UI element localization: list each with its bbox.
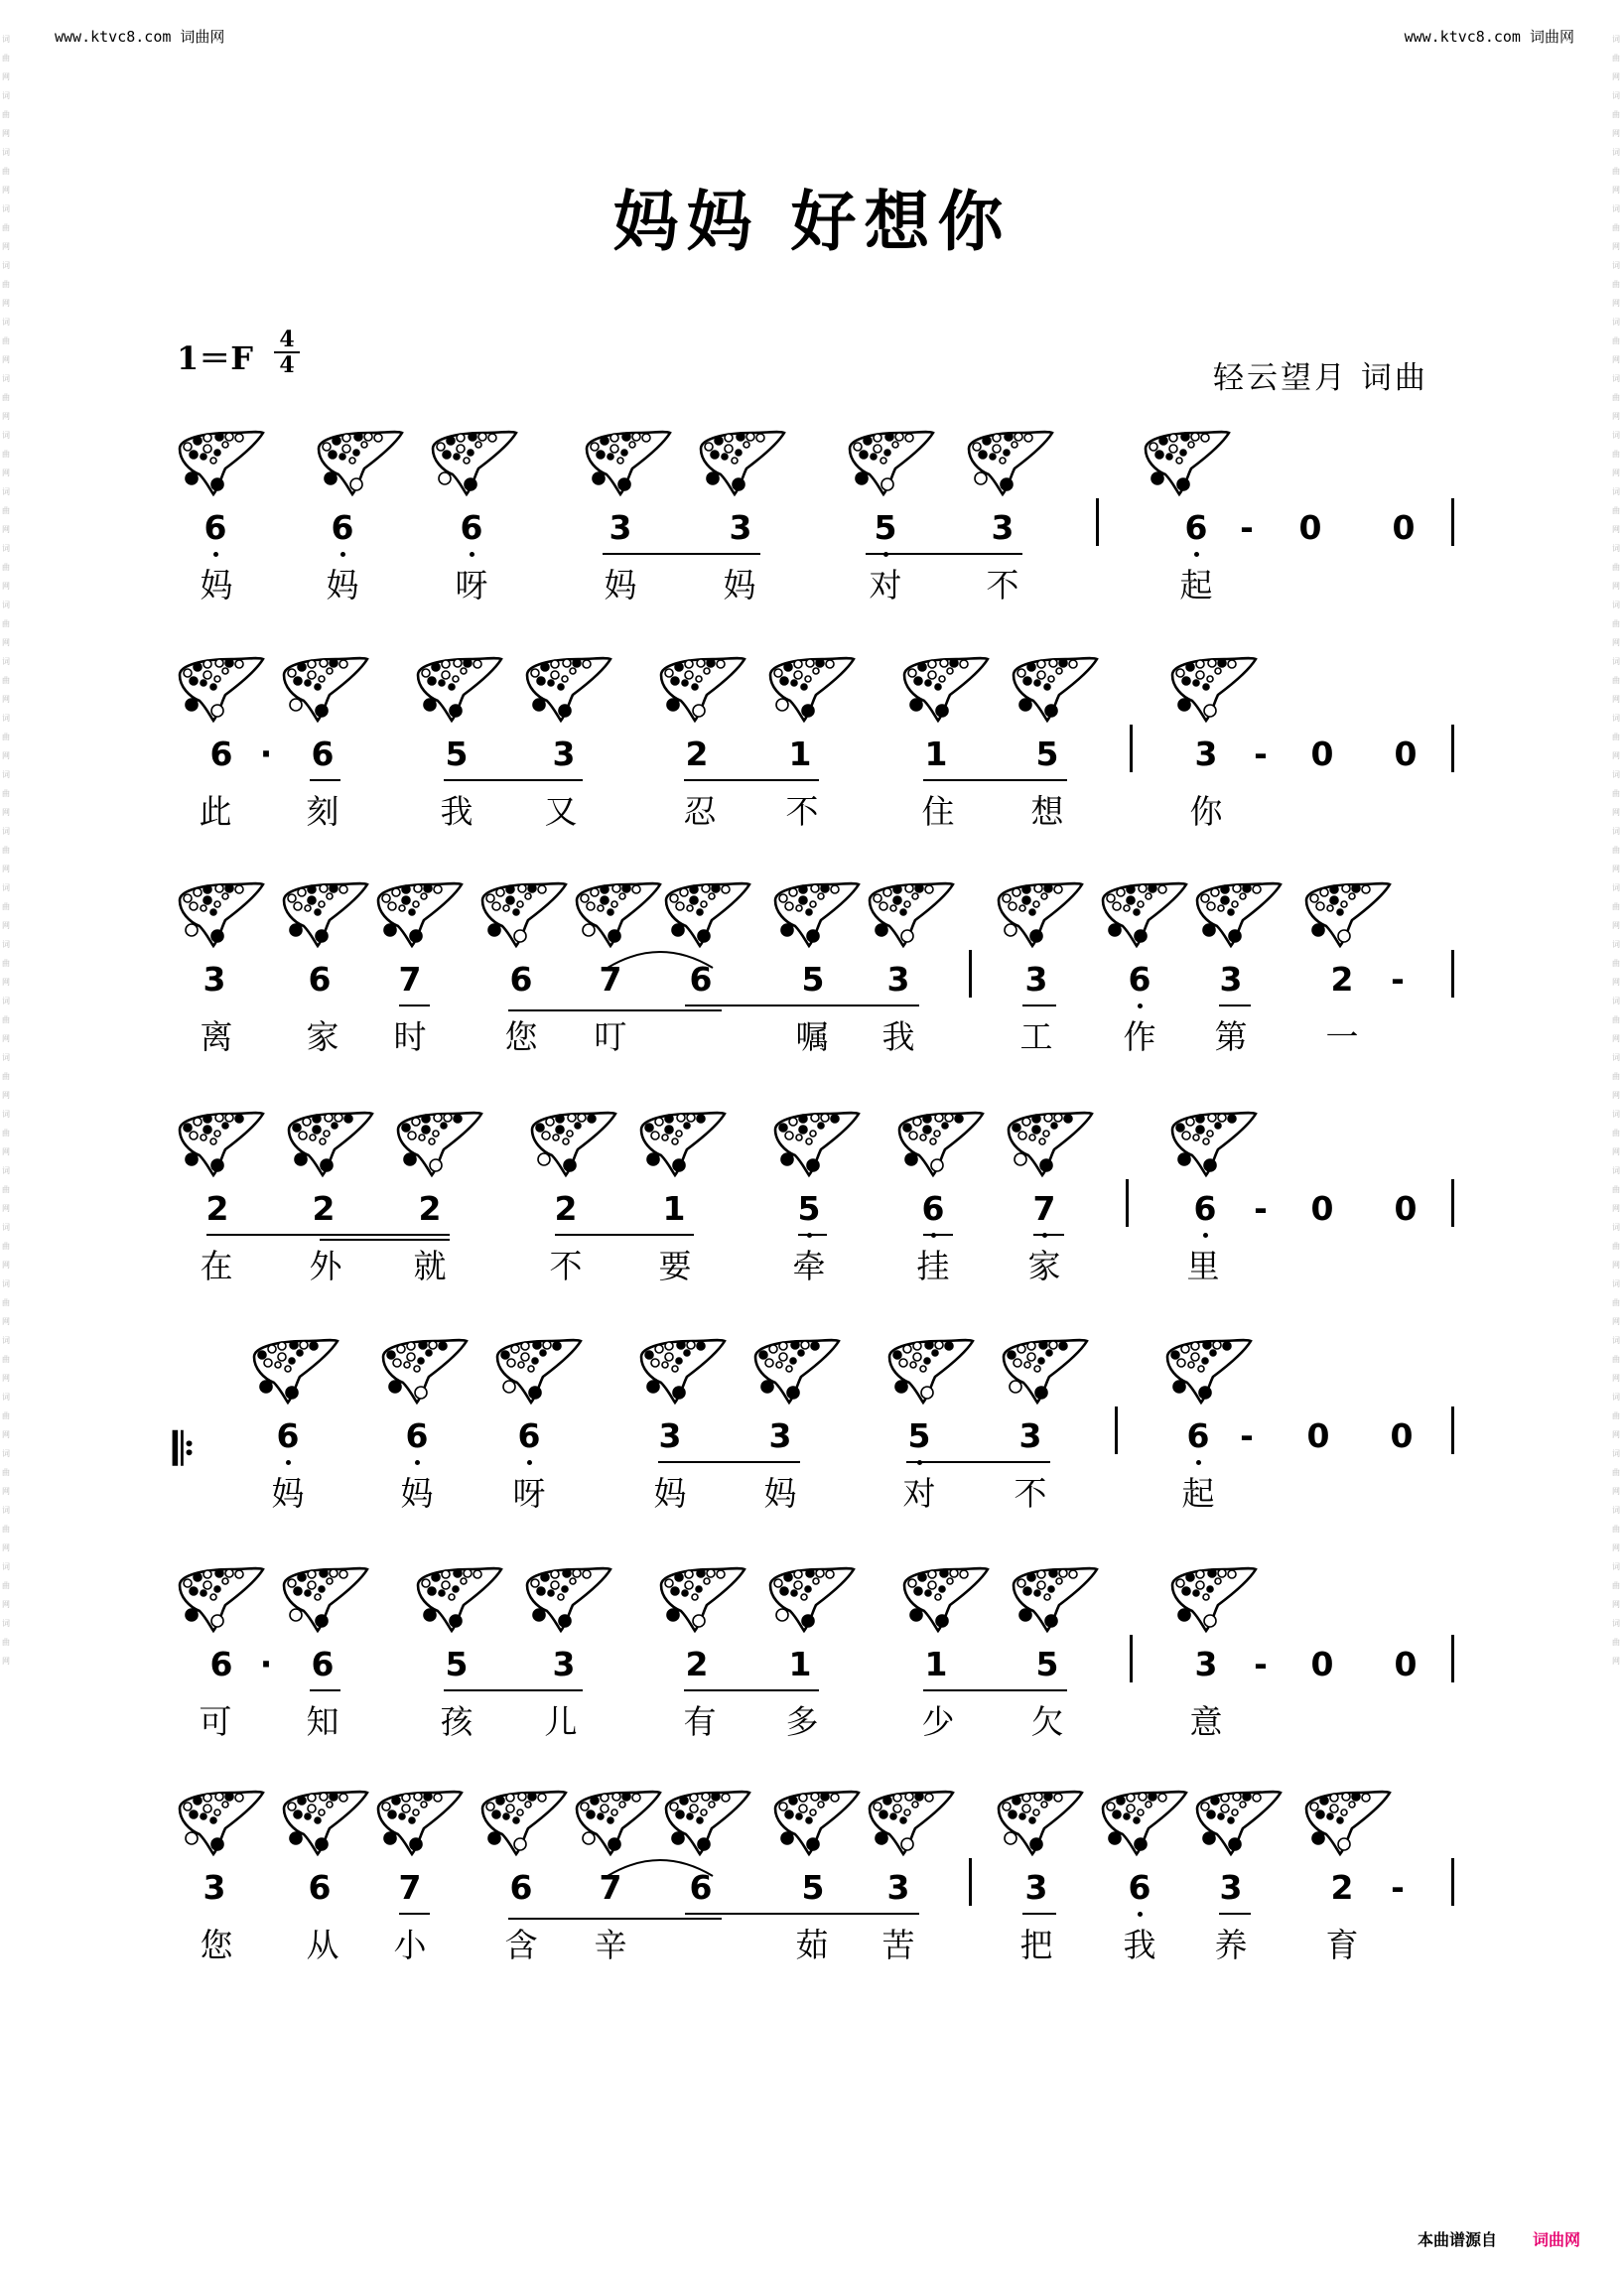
ocarina-fingering-icon	[769, 1787, 859, 1858]
lyric-char: 离	[200, 1017, 233, 1056]
lyric-char: 想	[1030, 792, 1064, 831]
lyric-char: 要	[658, 1247, 692, 1285]
ocarina-fingering-icon	[1191, 1787, 1281, 1858]
beam-underline	[685, 1913, 919, 1915]
note: 5	[899, 1416, 939, 1455]
ocarina-fingering-icon	[476, 878, 566, 950]
note: 6	[311, 735, 335, 773]
note: 6	[689, 1868, 713, 1907]
ocarina-fingering-icon	[998, 1335, 1087, 1407]
beam-underline	[1022, 1913, 1056, 1915]
beam-underline	[923, 1689, 1067, 1691]
note: 3	[552, 1645, 576, 1683]
ocarina-fingering-icon	[635, 1335, 725, 1407]
lyric-char: 牵	[792, 1247, 826, 1285]
system-7	[0, 1787, 1624, 1964]
system-3	[0, 878, 1624, 1056]
note: 0	[1394, 1645, 1418, 1683]
ocarina-fingering-icon	[1300, 878, 1390, 950]
note: 0	[1394, 735, 1418, 773]
beam-underline	[555, 1234, 694, 1236]
low-octave-dot	[1138, 1004, 1143, 1008]
lyric-char: 挂	[916, 1247, 950, 1285]
note: 2	[418, 1189, 442, 1228]
composer-credit: 轻云望月 词曲	[1213, 360, 1428, 396]
note: 6	[268, 1416, 308, 1455]
low-octave-dot	[213, 552, 218, 557]
note: 3	[1219, 960, 1243, 999]
ocarina-fingering-icon	[883, 1335, 973, 1407]
beam-underline	[906, 1461, 1050, 1463]
ocarina-fingering-icon	[695, 427, 784, 498]
ocarina-fingering-icon	[993, 878, 1082, 950]
ocarina-fingering-icon	[1003, 1108, 1092, 1179]
note: -	[1391, 960, 1405, 999]
system-5	[0, 1335, 1624, 1513]
beam-underline	[798, 1234, 827, 1236]
bar-line	[1130, 725, 1133, 772]
ocarina-fingering-icon	[1008, 1563, 1097, 1635]
ocarina-fingering-icon	[571, 878, 660, 950]
ocarina-fingering-icon	[372, 878, 462, 950]
lyric-char: 小	[393, 1926, 427, 1964]
system-2	[0, 653, 1624, 831]
note: 5	[1035, 1645, 1059, 1683]
note: 1	[788, 735, 812, 773]
ocarina-fingering-icon	[1166, 1563, 1256, 1635]
bar-line	[1096, 498, 1099, 546]
note: 6	[308, 960, 332, 999]
lyric-char: 不	[1014, 1474, 1047, 1513]
slur-arc	[606, 1850, 715, 1878]
note: 1	[924, 735, 948, 773]
beam-underline	[866, 553, 1022, 555]
note: 2	[205, 1189, 229, 1228]
lyric-char: 在	[200, 1247, 233, 1285]
note: 5	[789, 1189, 829, 1228]
lyric-char: 妈	[271, 1474, 305, 1513]
ocarina-fingering-icon	[427, 427, 516, 498]
note: -	[1254, 1645, 1268, 1683]
lyric-char: 呀	[455, 566, 488, 604]
note: 7	[398, 960, 422, 999]
low-octave-dot	[1203, 1233, 1208, 1238]
ocarina-fingering-icon	[1140, 427, 1229, 498]
note: 5	[1035, 735, 1059, 773]
bar-line	[1130, 1635, 1133, 1682]
note: 3	[658, 1416, 682, 1455]
ocarina-fingering-icon	[521, 653, 610, 725]
header-left: www.ktvc8.com 词曲网	[55, 28, 225, 46]
note: 6	[209, 735, 233, 773]
ocarina-fingering-icon	[278, 653, 367, 725]
lyric-char: 家	[306, 1017, 339, 1056]
ocarina-fingering-icon	[248, 1335, 338, 1407]
time-signature-top: 4	[279, 327, 295, 352]
repeat-sign: 𝄆	[173, 1424, 195, 1475]
beam-underline	[685, 1005, 919, 1006]
lyric-char: 呀	[512, 1474, 546, 1513]
ocarina-fingering-icon	[635, 1108, 725, 1179]
ocarina-fingering-icon	[993, 1787, 1082, 1858]
time-signature-bottom: 4	[274, 351, 300, 377]
bar-line	[1451, 1858, 1454, 1906]
ocarina-fingering-icon	[412, 653, 501, 725]
note: 0	[1298, 508, 1322, 547]
lyric-char: 刻	[306, 792, 339, 831]
note: 6	[308, 1868, 332, 1907]
ocarina-fingering-icon	[1191, 878, 1281, 950]
note: 7	[1024, 1189, 1064, 1228]
lyric-char: 又	[544, 792, 578, 831]
beam-underline	[684, 1689, 819, 1691]
ocarina-fingering-icon	[174, 1108, 263, 1179]
bar-line	[1126, 1179, 1129, 1227]
beam-underline	[1219, 1005, 1251, 1006]
ocarina-fingering-icon	[283, 1108, 372, 1179]
lyric-char: 作	[1123, 1017, 1156, 1056]
ocarina-fingering-icon	[174, 427, 263, 498]
ocarina-fingering-icon	[769, 1108, 859, 1179]
note: -	[1254, 735, 1268, 773]
lyric-char: 不	[549, 1247, 583, 1285]
ocarina-fingering-icon	[1166, 653, 1256, 725]
ocarina-fingering-icon	[581, 427, 670, 498]
note: 2	[685, 1645, 709, 1683]
low-octave-dot	[1196, 1460, 1201, 1465]
bar-line	[1115, 1407, 1118, 1454]
ocarina-fingering-icon	[769, 878, 859, 950]
bar-line	[1451, 1179, 1454, 1227]
low-octave-dot	[286, 1460, 291, 1465]
lyric-char: 外	[309, 1247, 342, 1285]
note: 5	[801, 1868, 825, 1907]
lyric-char: 对	[902, 1474, 936, 1513]
lyric-char: 时	[393, 1017, 427, 1056]
note: 6	[913, 1189, 953, 1228]
note: 6	[1120, 960, 1159, 999]
note: 6	[311, 1645, 335, 1683]
bar-line	[969, 1858, 972, 1906]
note: 0	[1306, 1416, 1330, 1455]
lyric-char: 妈	[604, 566, 637, 604]
lyric-char: 工	[1019, 1017, 1053, 1056]
note: 5	[445, 735, 469, 773]
note: 3	[1024, 1868, 1048, 1907]
ocarina-fingering-icon	[491, 1335, 581, 1407]
ocarina-fingering-icon	[1300, 1787, 1390, 1858]
note: 6	[509, 1416, 549, 1455]
note: 0	[1394, 1189, 1418, 1228]
low-octave-dot	[415, 1460, 420, 1465]
note: 1	[924, 1645, 948, 1683]
lyric-char: 少	[921, 1702, 955, 1741]
key-signature: 1＝F	[177, 339, 253, 377]
note: 2	[1330, 1868, 1354, 1907]
note: 7	[398, 1868, 422, 1907]
lyric-char: 把	[1019, 1926, 1053, 1964]
side-watermark-left: 词曲网词曲网词曲网词曲网词曲网词曲网词曲网词曲网词曲网词曲网词曲网词曲网词曲网词曲网词曲网词曲网词曲网词曲网词曲网词曲网词曲网词曲网词曲网词曲网词曲网词曲网词曲网词曲网词曲网	[2, 35, 10, 1666]
note: 3	[1219, 1868, 1243, 1907]
low-octave-dot	[1194, 552, 1199, 557]
footer-brand: 词曲网	[1532, 2230, 1580, 2249]
header-right: www.ktvc8.com 词曲网	[1404, 28, 1574, 46]
beam-underline	[444, 1689, 583, 1691]
low-octave-dot	[527, 1460, 532, 1465]
system-4	[0, 1108, 1624, 1285]
low-octave-dot	[340, 552, 345, 557]
note: 3	[1018, 1416, 1042, 1455]
beam-underline	[603, 553, 760, 555]
lyric-char: 从	[306, 1926, 339, 1964]
lyric-char: 养	[1214, 1926, 1248, 1964]
ocarina-fingering-icon	[893, 1108, 983, 1179]
note: 0	[1392, 508, 1416, 547]
lyric-char: 有	[683, 1702, 717, 1741]
ocarina-fingering-icon	[392, 1108, 481, 1179]
note: 1	[788, 1645, 812, 1683]
system-1	[0, 427, 1624, 604]
note: 0	[1310, 735, 1334, 773]
note: 3	[203, 1868, 226, 1907]
lyric-char: 意	[1189, 1702, 1223, 1741]
ocarina-fingering-icon	[764, 1563, 854, 1635]
note: 6	[452, 508, 491, 547]
lyric-char: 你	[1189, 792, 1223, 831]
ocarina-fingering-icon	[898, 653, 988, 725]
ocarina-fingering-icon	[313, 427, 402, 498]
note: 6	[1120, 1868, 1159, 1907]
bar-line	[1451, 725, 1454, 772]
note: 6	[209, 1645, 233, 1683]
bar-line	[969, 950, 972, 998]
ocarina-fingering-icon	[1166, 1108, 1256, 1179]
note: ·	[259, 735, 273, 773]
note: 5	[801, 960, 825, 999]
note: 3	[886, 960, 910, 999]
lyric-char: 含	[504, 1926, 538, 1964]
note: 6	[196, 508, 235, 547]
ocarina-fingering-icon	[963, 427, 1052, 498]
slur-arc	[606, 942, 715, 970]
bar-line	[1451, 950, 1454, 998]
ocarina-fingering-icon	[660, 1787, 749, 1858]
lyric-char: 对	[869, 566, 902, 604]
note: 2	[1330, 960, 1354, 999]
ocarina-fingering-icon	[864, 878, 953, 950]
ocarina-fingering-icon	[1008, 653, 1097, 725]
ocarina-fingering-icon	[278, 1563, 367, 1635]
note: 6	[1178, 1416, 1218, 1455]
note: 3	[552, 735, 576, 773]
ocarina-fingering-icon	[864, 1787, 953, 1858]
beam-underline	[444, 779, 583, 781]
ocarina-fingering-icon	[526, 1108, 615, 1179]
note: -	[1391, 1868, 1405, 1907]
note: 5	[866, 508, 905, 547]
note: 0	[1310, 1189, 1334, 1228]
beam-underline	[1022, 1005, 1056, 1006]
bar-line	[1451, 498, 1454, 546]
lyric-char: 我	[881, 1017, 915, 1056]
lyric-char: 妈	[763, 1474, 797, 1513]
beam-underline	[684, 779, 819, 781]
lyric-char: 妈	[723, 566, 756, 604]
lyric-char: 忍	[683, 792, 717, 831]
lyric-char: 可	[199, 1702, 232, 1741]
lyric-char: 欠	[1030, 1702, 1064, 1741]
ocarina-fingering-icon	[660, 878, 749, 950]
bar-line	[1451, 1635, 1454, 1682]
lyric-char: 嘱	[795, 1017, 829, 1056]
lyric-char: 辛	[594, 1926, 627, 1964]
ocarina-fingering-icon	[278, 878, 367, 950]
lyric-char: 孩	[440, 1702, 474, 1741]
note: 6	[1176, 508, 1216, 547]
lyric-char: 育	[1325, 1926, 1359, 1964]
lyric-char: 家	[1027, 1247, 1061, 1285]
bar-line	[1451, 1407, 1454, 1454]
note: 6	[397, 1416, 437, 1455]
note: 6	[1185, 1189, 1225, 1228]
time-signature	[274, 328, 300, 377]
lyric-char: 我	[440, 792, 474, 831]
note: -	[1240, 508, 1254, 547]
lyric-char: 第	[1214, 1017, 1248, 1056]
note: -	[1254, 1189, 1268, 1228]
beam-underline	[923, 779, 1067, 781]
ocarina-fingering-icon	[749, 1335, 839, 1407]
beam-underline	[658, 1461, 800, 1463]
footer	[1418, 2227, 1580, 2250]
note: 2	[312, 1189, 336, 1228]
note: 6	[689, 960, 713, 999]
note: 2	[554, 1189, 578, 1228]
lyric-char: 就	[413, 1247, 447, 1285]
song-title: 妈妈 好想你	[612, 183, 1012, 260]
beam-underline	[310, 779, 340, 781]
ocarina-fingering-icon	[844, 427, 933, 498]
system-6	[0, 1563, 1624, 1741]
ocarina-fingering-icon	[571, 1787, 660, 1858]
low-octave-dot	[1138, 1912, 1143, 1917]
note: 3	[203, 960, 226, 999]
lyric-char: 起	[1181, 1474, 1215, 1513]
ocarina-fingering-icon	[655, 1563, 744, 1635]
lyric-char: 多	[785, 1702, 819, 1741]
lyric-char: 儿	[544, 1702, 578, 1741]
note: 0	[1390, 1416, 1414, 1455]
beam-underline	[1219, 1913, 1251, 1915]
ocarina-fingering-icon	[1161, 1335, 1251, 1407]
lyric-char: 您	[504, 1017, 538, 1056]
ocarina-fingering-icon	[1097, 878, 1186, 950]
ocarina-fingering-icon	[412, 1563, 501, 1635]
note: -	[1240, 1416, 1254, 1455]
lyric-char: 不	[785, 792, 819, 831]
ocarina-fingering-icon	[174, 653, 263, 725]
lyric-char: 此	[199, 792, 232, 831]
note: 7	[599, 960, 622, 999]
ocarina-fingering-icon	[1097, 1787, 1186, 1858]
ocarina-fingering-icon	[764, 653, 854, 725]
lyric-char: 茹	[795, 1926, 829, 1964]
ocarina-fingering-icon	[174, 1787, 263, 1858]
footer-source: 本曲谱源自	[1417, 2230, 1497, 2249]
lyric-char: 我	[1123, 1926, 1156, 1964]
ocarina-fingering-icon	[174, 878, 263, 950]
beam-underline	[206, 1234, 450, 1236]
ocarina-fingering-icon	[655, 653, 744, 725]
lyric-char: 苦	[881, 1926, 915, 1964]
note: 6	[509, 1868, 533, 1907]
ocarina-fingering-icon	[174, 1563, 263, 1635]
ocarina-fingering-icon	[476, 1787, 566, 1858]
note: ·	[259, 1645, 273, 1683]
beam-underline	[399, 1913, 430, 1915]
beam-underline	[399, 1005, 430, 1006]
note: 1	[662, 1189, 686, 1228]
ocarina-fingering-icon	[521, 1563, 610, 1635]
lyric-char: 知	[306, 1702, 339, 1741]
lyric-char: 妈	[653, 1474, 687, 1513]
beam-underline	[923, 1234, 953, 1236]
lyric-char: 妈	[400, 1474, 434, 1513]
note: 0	[1310, 1645, 1334, 1683]
note: 6	[509, 960, 533, 999]
note: 3	[886, 1868, 910, 1907]
note: 6	[323, 508, 362, 547]
lyric-char: 起	[1179, 566, 1213, 604]
lyric-char: 不	[986, 566, 1019, 604]
beam-underline	[310, 1689, 340, 1691]
note: 3	[1024, 960, 1048, 999]
ocarina-fingering-icon	[278, 1787, 367, 1858]
note: 3	[1194, 1645, 1218, 1683]
note: 3	[1194, 735, 1218, 773]
note: 5	[445, 1645, 469, 1683]
lyric-char: 您	[200, 1926, 233, 1964]
note: 2	[685, 735, 709, 773]
beam-underline	[1033, 1234, 1064, 1236]
lyric-char: 妈	[200, 566, 233, 604]
note: 3	[609, 508, 632, 547]
lyric-char: 叮	[594, 1017, 627, 1056]
lyric-char: 里	[1186, 1247, 1220, 1285]
lyric-char: 一	[1325, 1017, 1359, 1056]
note: 3	[729, 508, 752, 547]
ocarina-fingering-icon	[377, 1335, 467, 1407]
side-watermark-right: 词曲网词曲网词曲网词曲网词曲网词曲网词曲网词曲网词曲网词曲网词曲网词曲网词曲网词曲网词曲网词曲网词曲网词曲网词曲网词曲网词曲网词曲网词曲网词曲网词曲网词曲网词曲网词曲网词曲网	[1612, 35, 1620, 1666]
note: 3	[991, 508, 1015, 547]
note: 7	[599, 1868, 622, 1907]
low-octave-dot	[470, 552, 474, 557]
ocarina-fingering-icon	[372, 1787, 462, 1858]
ocarina-fingering-icon	[898, 1563, 988, 1635]
lyric-char: 妈	[326, 566, 359, 604]
lyric-char: 住	[921, 792, 955, 831]
note: 3	[768, 1416, 792, 1455]
